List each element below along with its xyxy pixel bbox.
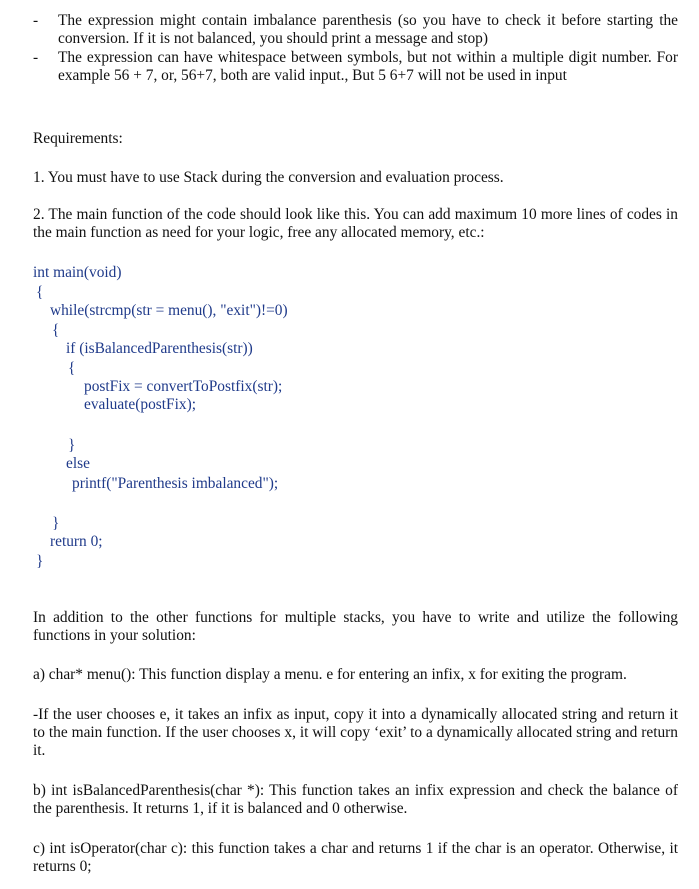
code-line-evaluate: evaluate(postFix); — [84, 396, 196, 413]
code-brace-close: } — [52, 515, 60, 532]
code-brace-open: { — [68, 360, 76, 377]
code-line-return: return 0; — [50, 533, 103, 550]
code-line-while: while(strcmp(str = menu(), "exit")!=0) — [50, 302, 288, 319]
function-c-operator: c) int isOperator(char c): this function takes a char and returns 1 if the char is an operator. Otherwise, it returns 0; — [33, 840, 678, 875]
requirement-1: 1. You must have to use Stack during the conversion and evaluation process. — [33, 169, 504, 186]
code-line-printf: printf("Parenthesis imbalanced"); — [72, 475, 279, 492]
bullet-marker: - — [33, 12, 39, 29]
function-b-balanced: b) int isBalancedParenthesis(char *): This function takes an infix expression and check the balance of the parenthesis. It returns 1, if it is balanced and 0 otherwise. — [33, 782, 678, 817]
code-brace-open: { — [36, 284, 44, 301]
code-line-else: else — [66, 455, 90, 472]
code-line-if: if (isBalancedParenthesis(str)) — [66, 340, 253, 357]
code-line-postfix: postFix = convertToPostfix(str); — [84, 378, 283, 395]
code-brace-open: { — [52, 322, 60, 339]
bullet-text-whitespace: The expression can have whitespace between symbols, but not within a multiple digit number. For example 56 + 7, or, 56+7, both are valid input., But 5 6+7 will not be used in input — [58, 49, 678, 84]
code-brace-close: } — [68, 437, 76, 454]
code-brace-close: } — [36, 553, 44, 570]
requirement-2: 2. The main function of the code should look like this. You can add maximum 10 more lines of codes in the main function as need for your logic, free any allocated memory, etc.: — [33, 206, 678, 241]
function-a-menu: a) char* menu(): This function display a menu. e for entering an infix, x for exiting the program. — [33, 666, 627, 683]
requirements-heading: Requirements: — [33, 130, 123, 147]
functions-intro: In addition to the other functions for multiple stacks, you have to write and utilize the following functions in your solution: — [33, 609, 678, 644]
function-a-detail: -If the user chooses e, it takes an infix as input, copy it into a dynamically allocated string and return it to the main function. If the user chooses x, it will copy ‘exit’ to a dynamically allocated string and return it. — [33, 706, 678, 759]
code-line-main: int main(void) — [33, 264, 122, 281]
bullet-text-parenthesis: The expression might contain imbalance parenthesis (so you have to check it before starting the conversion. If it is not balanced, you should print a message and stop) — [58, 12, 678, 47]
bullet-marker: - — [33, 49, 39, 66]
